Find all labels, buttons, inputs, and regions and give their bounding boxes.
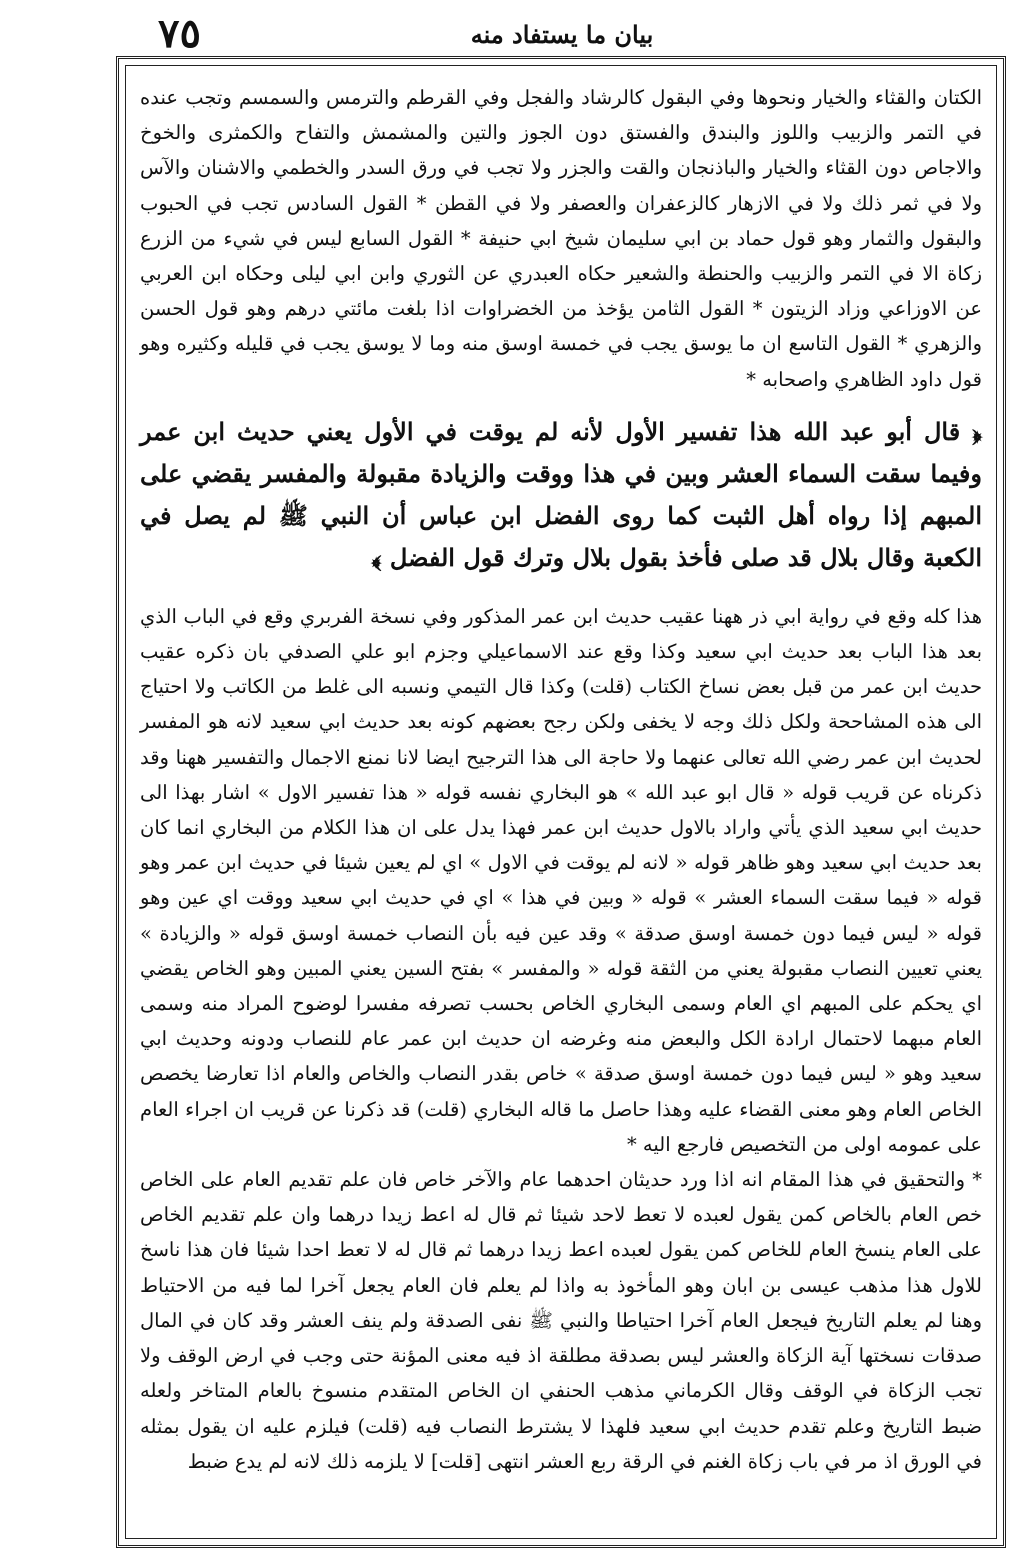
- running-title: بيان ما يستفاد منه: [470, 20, 654, 49]
- page-body: [140, 80, 982, 1528]
- text-frame: [116, 56, 1006, 1548]
- commentary-paragraph: هذا كله وقع في رواية ابي ذر ههنا عقيب حديث ابن عمر المذكور وفي نسخة الفربري وقع في الباب الذي بعد هذا الباب بعد حديث ابي سعيد وكذا وقع عند الاسماعيلي وجزم ابو علي الصدفي بان ذكره عقيب حديث ابن عمر من قبل بعض نساخ الكتاب (قلت) وكذا قال التيمي ونسبه الى غلط من الكاتب ولا احتياج الى هذه المشاححة ولكل ذلك وجه لا يخفى ولكن رجح بعضهم كونه بعد حديث ابي سعيد لانه هو المفسر لحديث ابن عمر رضي الله تعالى عنهما ولا حاجة الى هذا الترجيح ايضا لانا نمنع الاجمال والتفسير ههنا وقد ذكرناه عن قريب قوله « قال ابو عبد الله » هو البخاري نفسه قوله « هذا تفسير الاول » اشار بهذا الى حديث ابي سعيد الذي يأتي واراد بالاول حديث ابن عمر فهذا يدل على ان هذا الكلام من البخاري انما كان بعد حديث ابي سعيد وهو ظاهر قوله « لانه لم يوقت في الاول » اي لم يعين شيئا في حديث ابن عمر وهو قوله « فيما سقت السماء العشر » قوله « وبين في هذا » اي في حديث ابي سعيد ووقت اي عين وهو قوله « ليس فيما دون خمسة اوسق صدقة » وقد عين فيه بأن النصاب خمسة اوسق قوله « والزيادة » يعني تعيين النصاب مقبولة يعني من الثقة قوله « والمفسر » بفتح السين يعني المبين وهو الخاص يقضي اي يحكم على المبهم اي العام وسمى البخاري الخاص بحسب تصرفه مفسرا لوضوح المراد منه وسمى العام مبهما لاحتمال ارادة الكل والبعض منه وغرضه ان حديث ابن عمر عام للنصاب ودونه وحديث ابي سعيد وهو « ليس فيما دون خمسة اوسق صدقة » خاص بقدر النصاب والخاص والعام اذا تعارضا يخصص الخاص العام وهو معنى القضاء عليه وهذا حاصل ما قاله البخاري (قلت) قد ذكرنا عن قريب ان اجراء العام على عمومه اولى من التخصيص فارجع اليه *: [140, 604, 982, 1156]
- tahqiq-paragraph: * والتحقيق في هذا المقام انه اذا ورد حديثان احدهما عام والآخر خاص فان علم تقديم العام على الخاص خص العام بالخاص كمن يقول لعبده لا تعط لاحد شيئا ثم قال له اعط زيدا درهما وان علم تقديم الخاص على العام ينسخ العام للخاص كمن يقول لعبده اعط زيدا درهما ثم قال له لا تعط احدا شيئا فان هذا ناسخ للاول هذا مذهب عيسى بن ابان وهو المأخوذ به واذا لم يعلم فان العام يجعل آخرا لما فيه من الاحتياط وهنا لم يعلم التاريخ فيجعل العام آخرا احتياطا والنبي ﷺ نفى الصدقة ولم ينف العشر وقد كان في المال صدقات نسختها آية الزكاة والعشر ليس بصدقة مطلقة اذ فيه معنى المؤنة حتى وجب في ارض الوقف ولا تجب الزكاة في الوقف وقال الكرماني مذهب الحنفي ان الخاص المتقدم منسوخ بالعام المتاخر ولعله ضبط التاريخ وعلم تقدم حديث ابي سعيد فلهذا لا يشترط النصاب فيه (قلت) فيلزم عليه ان يقول بمثله في الورق اذ مر في باب زكاة الغنم في الرقة ربع العشر انتهى [قلت] لا يلزمه ذلك لانه لم يدع ضبط: [140, 1168, 982, 1473]
- text-frame-inner: [125, 65, 997, 1539]
- page-header: [118, 8, 1006, 58]
- hadith-quote: ﴿ قال أبو عبد الله هذا تفسير الأول لأنه لم يوقت في الأول يعني حديث ابن عمر وفيما سقت السماء العشر وبين في هذا ووقت والزيادة مقبولة والمفسر يقضي على المبهم إذا رواه أهل الثبت كما روى الفضل ابن عباس أن النبي ﷺ لم يصل في الكعبة وقال بلال قد صلى فأخذ بقول بلال وترك قول الفضل ﴾: [140, 416, 982, 572]
- opinions-paragraph: الكتان والقثاء والخيار ونحوها وفي البقول كالرشاد والفجل وفي القرطم والترمس والسمسم وتجب عنده في التمر والزبيب واللوز والبندق والفستق دون الجوز والتين والمشمش والتفاح والكمثرى والخوخ والاجاص دون القثاء والخيار والباذنجان والقت والجزر ولا تجب في ورق السدر والخطمي والاشنان والآس ولا في ثمر ذلك ولا في الازهار كالزعفران والعصفر ولا في القطن * القول السادس تجب في الحبوب والبقول والثمار وهو قول حماد بن ابي سليمان شيخ ابي حنيفة * القول السابع ليس في شيء من الزرع زكاة الا في التمر والزبيب والحنطة والشعير حكاه العبدري عن الثوري وابن ابي ليلى وحكاه ابن العربي عن الاوزاعي وزاد الزيتون * القول الثامن يؤخذ من الخضراوات اذا بلغت مائتي درهم وهو قول الحسن والزهري * القول التاسع ان ما يوسق يجب في خمسة اوسق منه وما لا يوسق يجب في قليله وكثيره وهو قول داود الظاهري واصحابه *: [140, 86, 982, 391]
- page-number: ٧٥: [158, 10, 201, 57]
